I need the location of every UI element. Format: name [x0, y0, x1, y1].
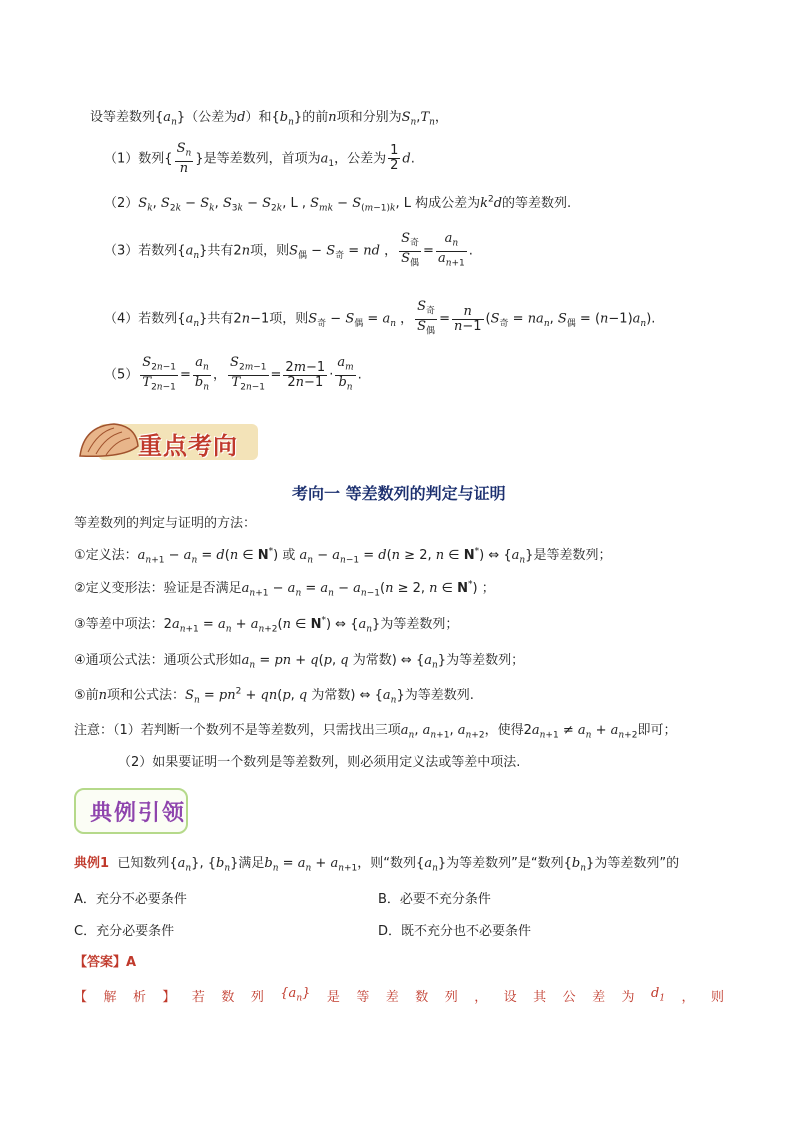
analysis-char: 差 [592, 990, 606, 1005]
analysis-char: $\{a_n\}$ [280, 986, 311, 1004]
property-5: （5） $\frac{S_{2n-1}}{T_{2n-1}}$ = $\frac{a_n}{b_n}$ ， $\frac{S_{2m-1}}{T_{2n-1}}$ = $\frac{2m-1}{2n-1}$ · $\frac{a_m}{b_n}$ . [104, 355, 362, 393]
analysis-char: 数 [415, 990, 429, 1005]
analysis-char: 为 [621, 990, 635, 1005]
m3-label: ③等差中项法： [74, 617, 164, 632]
option-a: A．充分不必要条件 [74, 892, 187, 907]
analysis-char: 其 [533, 990, 547, 1005]
shell-icon [74, 418, 144, 464]
analysis-char: 解 [103, 990, 117, 1005]
m1-text: 是等差数列； [533, 548, 612, 563]
intro-lead: 设等差数列 [90, 110, 156, 125]
p2-text1: 构成公差为 [415, 196, 481, 211]
method-5: ⑤前n项和公式法：$S_n = pn^2 + qn(p$, q 为常数) ⇔ $\{a_n\}$为等差数列. [74, 686, 474, 706]
p4-num: （4） [104, 311, 139, 327]
method-4: ④通项公式法：通项公式形如$a_n$ = pn + q(p, q 为常数) ⇔ $\{a_n\}$为等差数列； [74, 653, 525, 671]
example-banner-title: 典例引领 [90, 800, 187, 826]
intro-mid4: 项和分别为 [336, 110, 402, 125]
m5-label: ⑤前 [74, 688, 99, 703]
analysis-char: $d_1$ [651, 986, 666, 1004]
m5-label2: 项和公式法： [107, 688, 186, 703]
p3-text1: 若数列 [138, 243, 178, 259]
note1b: ，使得 [484, 723, 524, 738]
property-2: $(2)S_k$, $S_{2k} - S_k$, $S_{3k} - S_{2k}$, L , $S_{mk} - S_{(m-1)k}$, L 构成公差为$k^2d$的等差数列. [104, 194, 572, 214]
ex-text2: 满足 [238, 856, 265, 871]
ex-text5: 为等差数列”的 [594, 856, 680, 871]
methods-intro: 等差数列的判定与证明的方法： [74, 516, 257, 531]
analysis-char: 数 [221, 990, 235, 1005]
analysis-char: 公 [562, 990, 576, 1005]
analysis-char: 】 [162, 990, 176, 1005]
example-label: 典例1 [74, 856, 110, 871]
method-1: ①定义法：$a_{n+1} - a_n = d(n$ ∈ N*) 或 $a_n - a_{n-1} = d(n \ge 2$, n ∈ N*) ⇔ $\{a_n\}$是等差数列； [74, 546, 612, 566]
note-2: （2）如果要证明一个数列是等差数列，则必须用定义法或等差中项法. [118, 755, 521, 770]
p1-end: . [410, 151, 415, 167]
m4-label: ④通项公式法：通项公式形如 [74, 653, 242, 668]
option-c: C．充分必要条件 [74, 924, 175, 939]
analysis-char: ， [474, 990, 488, 1005]
p1-text1: 数列 [138, 151, 165, 167]
intro-tail: ， [434, 110, 448, 125]
analysis-char: 差 [385, 990, 399, 1005]
m5-text: 为等差数列. [404, 688, 474, 703]
ex-text1: 已知数列 [117, 856, 170, 871]
note-1: 注意：（1）若判断一个数列不是等差数列，只需找出三项$a_n$, $a_{n+1}$, $a_{n+2}$，使得$2a_{n+1} \ne a_n + a_{n+2}$即可； [74, 723, 677, 741]
key-direction-banner [74, 418, 260, 464]
analysis-char: 设 [503, 990, 517, 1005]
p3-num: （3） [104, 243, 139, 259]
analysis-char: 列 [250, 990, 264, 1005]
m3-text: 为等差数列； [380, 617, 459, 632]
property-4: （4）若数列$\{a_n\}$共有2n−1项，则$S_奇 - S_偶 = a_n$ ， $\frac{S_奇}{S_偶}$ = $\frac{n}{n-1}$ ($S_奇 = na_n$, $S_偶 = (n-1)a_n$). [104, 299, 656, 337]
p3-end: . [468, 243, 473, 259]
intro-line: 设等差数列$\{a_n\}$（公差为d）和$\{b_n\}$的前n项和分别为$S_n,T_n$， [90, 110, 448, 128]
example-1-question: 典例1 已知数列$\{a_n\}$, $\{b_n\}$满足$b_n = a_n + a_{n+1}$，则“数列$\{a_n\}$为等差数列”是“数列$\{b_n\}$为等差数列”的 [74, 856, 680, 874]
method-3: ③等差中项法：$2a_{n+1} = a_n + a_{n+2}(n$ ∈ N*) ⇔ $\{a_n\}$为等差数列； [74, 615, 459, 635]
p2-num: （2） [104, 196, 139, 211]
note1c: 即可； [637, 723, 677, 738]
p5-num: （5） [104, 367, 139, 383]
analysis-line [74, 986, 724, 1005]
p1-text2: 是等差数列，首项为 [203, 151, 321, 167]
analysis-char: 等 [356, 990, 370, 1005]
m2-label: ②定义变形法：验证是否满足 [74, 581, 242, 596]
property-1: （1）数列{ $\frac{S_n}{n}$ }是等差数列，首项为$a_1$，公差为 $\frac{1}{2}$ d. [104, 141, 415, 176]
intro-mid2: ）和 [245, 110, 272, 125]
p4-text3: −1项，则 [250, 311, 309, 327]
analysis-char: ， [681, 990, 695, 1005]
m4-text: 为等差数列； [446, 653, 525, 668]
banner-title: 重点考向 [138, 431, 238, 460]
p3-text2: 共有2 [207, 243, 242, 259]
analysis-char: 列 [444, 990, 458, 1005]
section-title: 考向一 等差数列的判定与证明 [292, 484, 506, 503]
analysis-char: 是 [326, 990, 340, 1005]
analysis-char: 【 [74, 990, 88, 1005]
p2-text2: 的等差数列. [502, 196, 572, 211]
analysis-char: 若 [191, 990, 205, 1005]
intro-mid1: （公差为 [185, 110, 238, 125]
m1-label: ①定义法： [74, 548, 138, 563]
p1-num: （1） [104, 151, 139, 167]
ex-text3: ，则“数列 [357, 856, 417, 871]
p5-end: . [357, 367, 362, 383]
option-d: D．既不充分也不必要条件 [378, 924, 532, 939]
p4-end: . [651, 311, 656, 327]
p4-text2: 共有2 [207, 311, 242, 327]
p4-text1: 若数列 [138, 311, 178, 327]
analysis-char: 则 [710, 990, 724, 1005]
analysis-char: 析 [132, 990, 146, 1005]
property-3: （3）若数列$\{a_n\}$共有2n项，则$S_偶 - S_奇$ = nd ， $\frac{S_奇}{S_偶}$ = $\frac{a_n}{a_{n+1}}$ . [104, 231, 473, 269]
method-2: ②定义变形法：验证是否满足$a_{n+1} - a_n = a_n - a_{n-1}(n \ge 2$, n ∈ N*) ； [74, 579, 495, 599]
p3-text3: 项，则 [250, 243, 290, 259]
intro-mid3: 的前 [302, 110, 329, 125]
p1-text3: ，公差为 [334, 151, 387, 167]
example-banner [74, 788, 188, 834]
ex-text4: 为等差数列”是“数列 [446, 856, 564, 871]
note1a: 注意：（1）若判断一个数列不是等差数列，只需找出三项 [74, 723, 401, 738]
answer: 【答案】A [74, 955, 137, 970]
option-b: B．必要不充分条件 [378, 892, 491, 907]
